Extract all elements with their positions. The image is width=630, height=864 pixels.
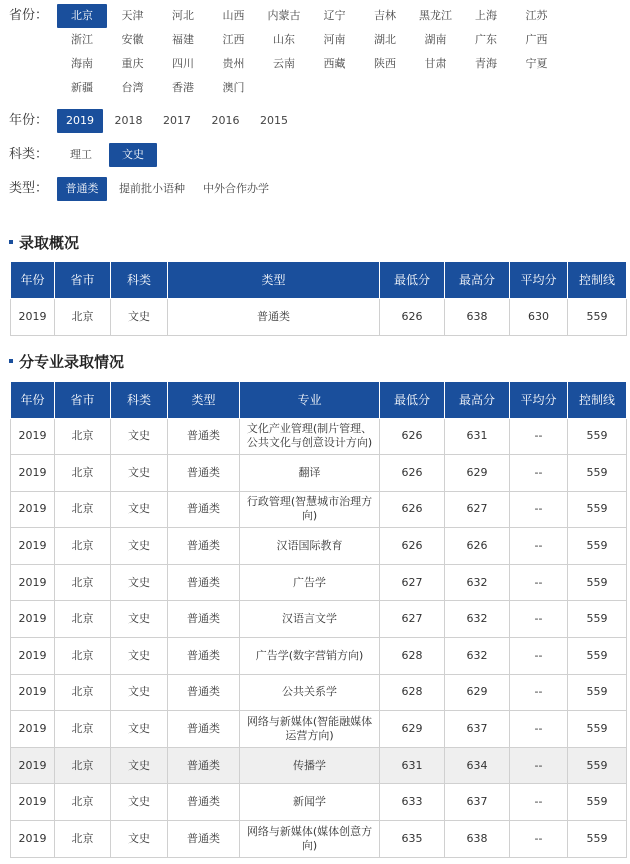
majors-cell: 559	[568, 564, 627, 601]
province-option[interactable]: 江苏	[525, 9, 548, 22]
majors-header-cell: 年份	[11, 382, 55, 418]
year-option[interactable]: 2018	[114, 114, 143, 127]
subject-option[interactable]: 文史	[109, 143, 157, 167]
table-row	[11, 564, 627, 601]
province-option[interactable]: 云南	[273, 57, 295, 70]
majors-cell: 文史	[111, 455, 168, 492]
majors-cell: 2019	[11, 747, 55, 784]
summary-header-cell: 年份	[11, 262, 55, 298]
table-row	[11, 455, 627, 492]
majors-cell: --	[510, 821, 568, 858]
summary-header-cell: 科类	[111, 262, 168, 298]
province-option[interactable]: 江西	[222, 33, 245, 46]
province-option[interactable]: 重庆	[121, 57, 144, 70]
summary-header-cell: 平均分	[510, 262, 568, 298]
table-row	[11, 601, 627, 638]
province-option[interactable]: 辽宁	[323, 9, 346, 22]
majors-cell: 文史	[111, 418, 168, 455]
majors-cell: 文化产业管理(制片管理、公共文化与创意设计方向)	[240, 418, 380, 455]
summary-cell: 638	[445, 298, 510, 335]
province-option[interactable]: 安徽	[121, 33, 144, 46]
province-option[interactable]: 香港	[172, 81, 194, 94]
summary-header-cell: 类型	[168, 262, 380, 298]
majors-cell: 634	[445, 747, 510, 784]
majors-cell: 627	[445, 491, 510, 528]
majors-cell: 559	[568, 711, 627, 748]
summary-header-cell: 最低分	[380, 262, 445, 298]
province-label: 省份：	[9, 8, 49, 23]
summary-cell: 北京	[55, 298, 111, 335]
province-option[interactable]: 澳门	[222, 81, 245, 94]
summary-header-cell: 控制线	[568, 262, 627, 298]
majors-cell: 629	[445, 674, 510, 711]
majors-cell: 广告学(数字营销方向)	[240, 638, 380, 675]
majors-section-title	[9, 352, 124, 372]
summary-cell: 559	[568, 298, 627, 335]
majors-cell: 北京	[55, 418, 111, 455]
majors-cell: 广告学	[240, 564, 380, 601]
majors-cell: 北京	[55, 784, 111, 821]
majors-header-cell: 省市	[55, 382, 111, 418]
province-option[interactable]: 四川	[172, 57, 194, 70]
majors-cell: 普通类	[168, 491, 240, 528]
summary-section-title	[9, 233, 79, 253]
majors-cell: 559	[568, 821, 627, 858]
title-marker	[9, 240, 13, 244]
majors-cell: 北京	[55, 564, 111, 601]
majors-cell: 2019	[11, 418, 55, 455]
majors-cell: 2019	[11, 528, 55, 565]
majors-cell: 2019	[11, 638, 55, 675]
province-option[interactable]: 河南	[323, 33, 346, 46]
province-option[interactable]: 西藏	[323, 57, 346, 70]
majors-cell: 网络与新媒体(智能融媒体运营方向)	[240, 711, 380, 748]
majors-cell: 文史	[111, 674, 168, 711]
majors-cell: 普通类	[168, 564, 240, 601]
type-option[interactable]: 中外合作办学	[203, 182, 269, 195]
table-row	[11, 821, 627, 858]
province-option[interactable]: 山东	[273, 33, 295, 46]
province-option[interactable]: 上海	[475, 9, 497, 22]
majors-cell: 637	[445, 784, 510, 821]
province-option[interactable]: 天津	[121, 9, 144, 22]
province-option[interactable]: 吉林	[374, 9, 396, 22]
majors-cell: 2019	[11, 601, 55, 638]
majors-cell: 文史	[111, 821, 168, 858]
majors-cell: 2019	[11, 455, 55, 492]
majors-cell: 626	[380, 491, 445, 528]
majors-cell: 汉语国际教育	[240, 528, 380, 565]
majors-cell: 北京	[55, 601, 111, 638]
majors-cell: 文史	[111, 747, 168, 784]
table-row	[11, 711, 627, 748]
summary-cell: 626	[380, 298, 445, 335]
table-row	[11, 638, 627, 675]
majors-header-cell: 最高分	[445, 382, 510, 418]
majors-cell: 文史	[111, 528, 168, 565]
majors-cell: 新闻学	[240, 784, 380, 821]
province-option[interactable]: 宁夏	[525, 57, 548, 70]
majors-cell: --	[510, 564, 568, 601]
majors-cell: 632	[445, 564, 510, 601]
province-option[interactable]: 湖北	[374, 33, 396, 46]
majors-cell: 633	[380, 784, 445, 821]
majors-cell: 北京	[55, 491, 111, 528]
table-row	[11, 491, 627, 528]
majors-cell: 北京	[55, 747, 111, 784]
majors-cell: 628	[380, 674, 445, 711]
table-row	[11, 784, 627, 821]
majors-cell: 627	[380, 601, 445, 638]
summary-header-cell: 省市	[55, 262, 111, 298]
subject-label: 科类：	[9, 147, 49, 162]
majors-cell: 626	[380, 455, 445, 492]
majors-cell: 637	[445, 711, 510, 748]
table-row	[11, 418, 627, 455]
province-option[interactable]: 广东	[475, 33, 497, 46]
majors-cell: 普通类	[168, 711, 240, 748]
type-option[interactable]: 提前批小语种	[119, 182, 185, 195]
province-option[interactable]: 台湾	[121, 81, 144, 94]
majors-cell: 559	[568, 638, 627, 675]
majors-table	[10, 382, 627, 858]
summary-cell: 2019	[11, 298, 55, 335]
majors-cell: 635	[380, 821, 445, 858]
province-option[interactable]: 内蒙古	[267, 9, 301, 22]
majors-cell: 普通类	[168, 455, 240, 492]
type-label: 类型：	[9, 181, 49, 196]
majors-cell: 627	[380, 564, 445, 601]
majors-cell: 普通类	[168, 784, 240, 821]
majors-header-cell: 控制线	[568, 382, 627, 418]
province-option[interactable]: 浙江	[71, 33, 93, 46]
majors-cell: 631	[445, 418, 510, 455]
title-marker	[9, 359, 13, 363]
majors-cell: 629	[380, 711, 445, 748]
year-option[interactable]: 2015	[260, 114, 288, 127]
summary-title-text: 录取概况	[19, 234, 80, 252]
table-row	[11, 528, 627, 565]
majors-cell: --	[510, 601, 568, 638]
summary-cell: 630	[510, 298, 568, 335]
province-option[interactable]: 新疆	[71, 81, 93, 94]
majors-cell: --	[510, 747, 568, 784]
table-row	[11, 298, 627, 335]
province-option[interactable]: 陕西	[374, 57, 396, 70]
majors-cell: 普通类	[168, 601, 240, 638]
majors-cell: 北京	[55, 674, 111, 711]
majors-cell: 2019	[11, 491, 55, 528]
summary-header-cell: 最高分	[445, 262, 510, 298]
province-option[interactable]: 青海	[475, 57, 497, 70]
majors-cell: --	[510, 638, 568, 675]
majors-cell: 文史	[111, 564, 168, 601]
majors-header-cell: 最低分	[380, 382, 445, 418]
province-option[interactable]: 黑龙江	[419, 9, 452, 22]
majors-cell: 2019	[11, 564, 55, 601]
majors-cell: --	[510, 674, 568, 711]
province-option[interactable]: 北京	[57, 4, 107, 28]
majors-cell: 普通类	[168, 418, 240, 455]
majors-cell: 2019	[11, 821, 55, 858]
province-option[interactable]: 海南	[71, 57, 93, 70]
majors-header-cell: 专业	[240, 382, 380, 418]
majors-cell: --	[510, 711, 568, 748]
majors-cell: 2019	[11, 711, 55, 748]
majors-cell: 559	[568, 491, 627, 528]
majors-cell: 行政管理(智慧城市治理方向)	[240, 491, 380, 528]
majors-cell: 559	[568, 674, 627, 711]
majors-title-text: 分专业录取情况	[19, 353, 125, 371]
majors-cell: 文史	[111, 491, 168, 528]
majors-cell: 普通类	[168, 747, 240, 784]
majors-cell: 2019	[11, 784, 55, 821]
majors-cell: 638	[445, 821, 510, 858]
majors-cell: 北京	[55, 638, 111, 675]
majors-cell: 559	[568, 418, 627, 455]
province-option[interactable]: 广西	[525, 33, 548, 46]
majors-cell: 559	[568, 747, 627, 784]
majors-cell: 北京	[55, 821, 111, 858]
province-option[interactable]: 湖南	[424, 33, 447, 46]
majors-cell: 普通类	[168, 528, 240, 565]
majors-cell: 汉语言文学	[240, 601, 380, 638]
majors-cell: 文史	[111, 711, 168, 748]
majors-cell: 559	[568, 601, 627, 638]
province-option[interactable]: 贵州	[222, 57, 245, 70]
majors-cell: 文史	[111, 601, 168, 638]
province-option[interactable]: 山西	[222, 9, 245, 22]
majors-cell: 626	[380, 418, 445, 455]
table-row	[11, 747, 627, 784]
majors-header-cell: 平均分	[510, 382, 568, 418]
majors-cell: 2019	[11, 674, 55, 711]
subject-option[interactable]: 理工	[70, 148, 92, 161]
majors-cell: --	[510, 784, 568, 821]
majors-cell: 632	[445, 638, 510, 675]
table-row	[11, 674, 627, 711]
majors-cell: 北京	[55, 528, 111, 565]
majors-cell: 629	[445, 455, 510, 492]
year-option[interactable]: 2016	[211, 114, 240, 127]
year-option[interactable]: 2017	[163, 114, 191, 127]
majors-cell: 626	[445, 528, 510, 565]
majors-cell: 文史	[111, 784, 168, 821]
year-option[interactable]: 2019	[57, 109, 103, 133]
majors-cell: 网络与新媒体(媒体创意方向)	[240, 821, 380, 858]
summary-table	[10, 262, 627, 336]
majors-cell: 公共关系学	[240, 674, 380, 711]
majors-cell: 559	[568, 784, 627, 821]
province-option[interactable]: 福建	[172, 33, 194, 46]
majors-cell: 559	[568, 528, 627, 565]
majors-header-cell: 科类	[111, 382, 168, 418]
majors-cell: 559	[568, 455, 627, 492]
majors-cell: 普通类	[168, 638, 240, 675]
majors-cell: 北京	[55, 455, 111, 492]
province-option[interactable]: 河北	[172, 9, 194, 22]
majors-cell: 631	[380, 747, 445, 784]
province-option[interactable]: 甘肃	[424, 57, 447, 70]
majors-cell: 普通类	[168, 674, 240, 711]
majors-cell: 632	[445, 601, 510, 638]
majors-cell: 北京	[55, 711, 111, 748]
majors-cell: --	[510, 455, 568, 492]
summary-cell: 文史	[111, 298, 168, 335]
majors-cell: --	[510, 528, 568, 565]
year-label: 年份：	[9, 113, 49, 128]
type-option[interactable]: 普通类	[57, 177, 107, 201]
majors-cell: 传播学	[240, 747, 380, 784]
majors-cell: 普通类	[168, 821, 240, 858]
summary-cell: 普通类	[168, 298, 380, 335]
majors-cell: 文史	[111, 638, 168, 675]
majors-cell: 628	[380, 638, 445, 675]
majors-cell: 翻译	[240, 455, 380, 492]
majors-cell: --	[510, 418, 568, 455]
majors-cell: --	[510, 491, 568, 528]
majors-cell: 626	[380, 528, 445, 565]
majors-header-cell: 类型	[168, 382, 240, 418]
